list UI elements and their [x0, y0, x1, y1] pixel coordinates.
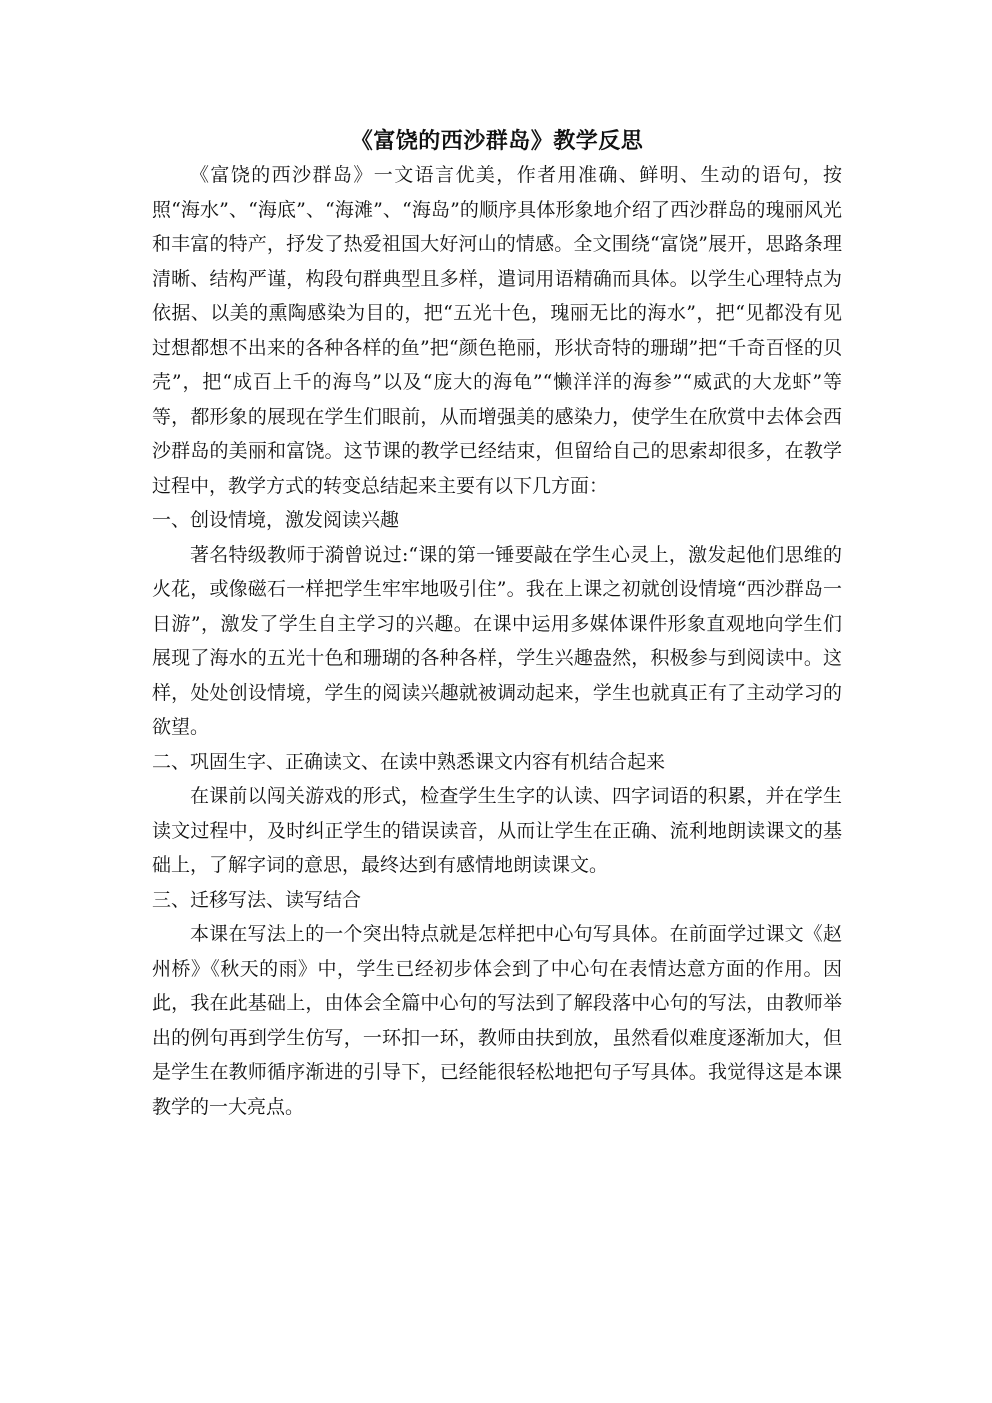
section-1-heading: 一、创设情境，激发阅读兴趣: [152, 509, 400, 531]
document-body: [152, 124, 842, 1124]
document-title: 《富饶的西沙群岛》教学反思: [350, 128, 644, 154]
section-3-paragraph: 本课在写法上的一个突出特点就是怎样把中心句写具体。在前面学过课文《赵州桥》《秋天的雨》中，学生已经初步体会到了中心句在表情达意方面的作用。因此，我在此基础上，由体会全篇中心句的写法到了解段落中心句的写法，由教师举出的例句再到学生仿写，一环扣一环，教师由扶到放，虽然看似难度逐渐加大，但是学生在教师循序渐进的引导下，已经能很轻松地把句子写具体。我觉得这是本课教学的一大亮点。: [152, 923, 842, 1118]
section-1-paragraph: 著名特级教师于漪曾说过:“课的第一锤要敲在学生心灵上，激发起他们思维的火花，或像磁石一样把学生牢牢地吸引住”。我在上课之初就创设情境“西沙群岛一日游”，激发了学生自主学习的兴趣。在课中运用多媒体课件形象直观地向学生们展现了海水的五光十色和珊瑚的各种各样，学生兴趣盎然，积极参与到阅读中。这样，处处创设情境，学生的阅读兴趣就被调动起来，学生也就真正有了主动学习的欲望。: [152, 543, 842, 738]
section-3-heading: 三、迁移写法、读写结合: [152, 888, 362, 911]
intro-paragraph: 《富饶的西沙群岛》一文语言优美，作者用准确、鲜明、生动的语句，按照“海水”、“海底”、“海滩”、“海岛”的顺序具体形象地介绍了西沙群岛的瑰丽风光和丰富的特产，抒发了热爱祖国大好河山的情感。全文围绕“富饶”展开，思路条理清晰、结构严谨，构段句群典型且多样，遣词用语精确而具体。以学生心理特点为依据、以美的熏陶感染为目的，把“五光十色，瑰丽无比的海水”，把“见都没有见过想都想不出来的各种各样的鱼”把“颜色艳丽，形状奇特的珊瑚”把“千奇百怪的贝壳”，把“成百上千的海鸟”以及“庞大的海龟”“懒洋洋的海参”“威武的大龙虾”等等，都形象的展现在学生们眼前，从而增强美的感染力，使学生在欣赏中去体会西沙群岛的美丽和富饶。这节课的教学已经结束，但留给自己的思索却很多，在教学过程中，教学方式的转变总结起来主要有以下几方面：: [152, 164, 842, 497]
section-2-heading: 二、巩固生字、正确读文、在读中熟悉课文内容有机结合起来: [152, 750, 666, 773]
section-2-paragraph: 在课前以闯关游戏的形式，检查学生生字的认读、四字词语的积累，并在学生读文过程中，及时纠正学生的错误读音，从而让学生在正确、流利地朗读课文的基础上，了解字词的意思，最终达到有感情地朗读课文。: [152, 785, 842, 876]
